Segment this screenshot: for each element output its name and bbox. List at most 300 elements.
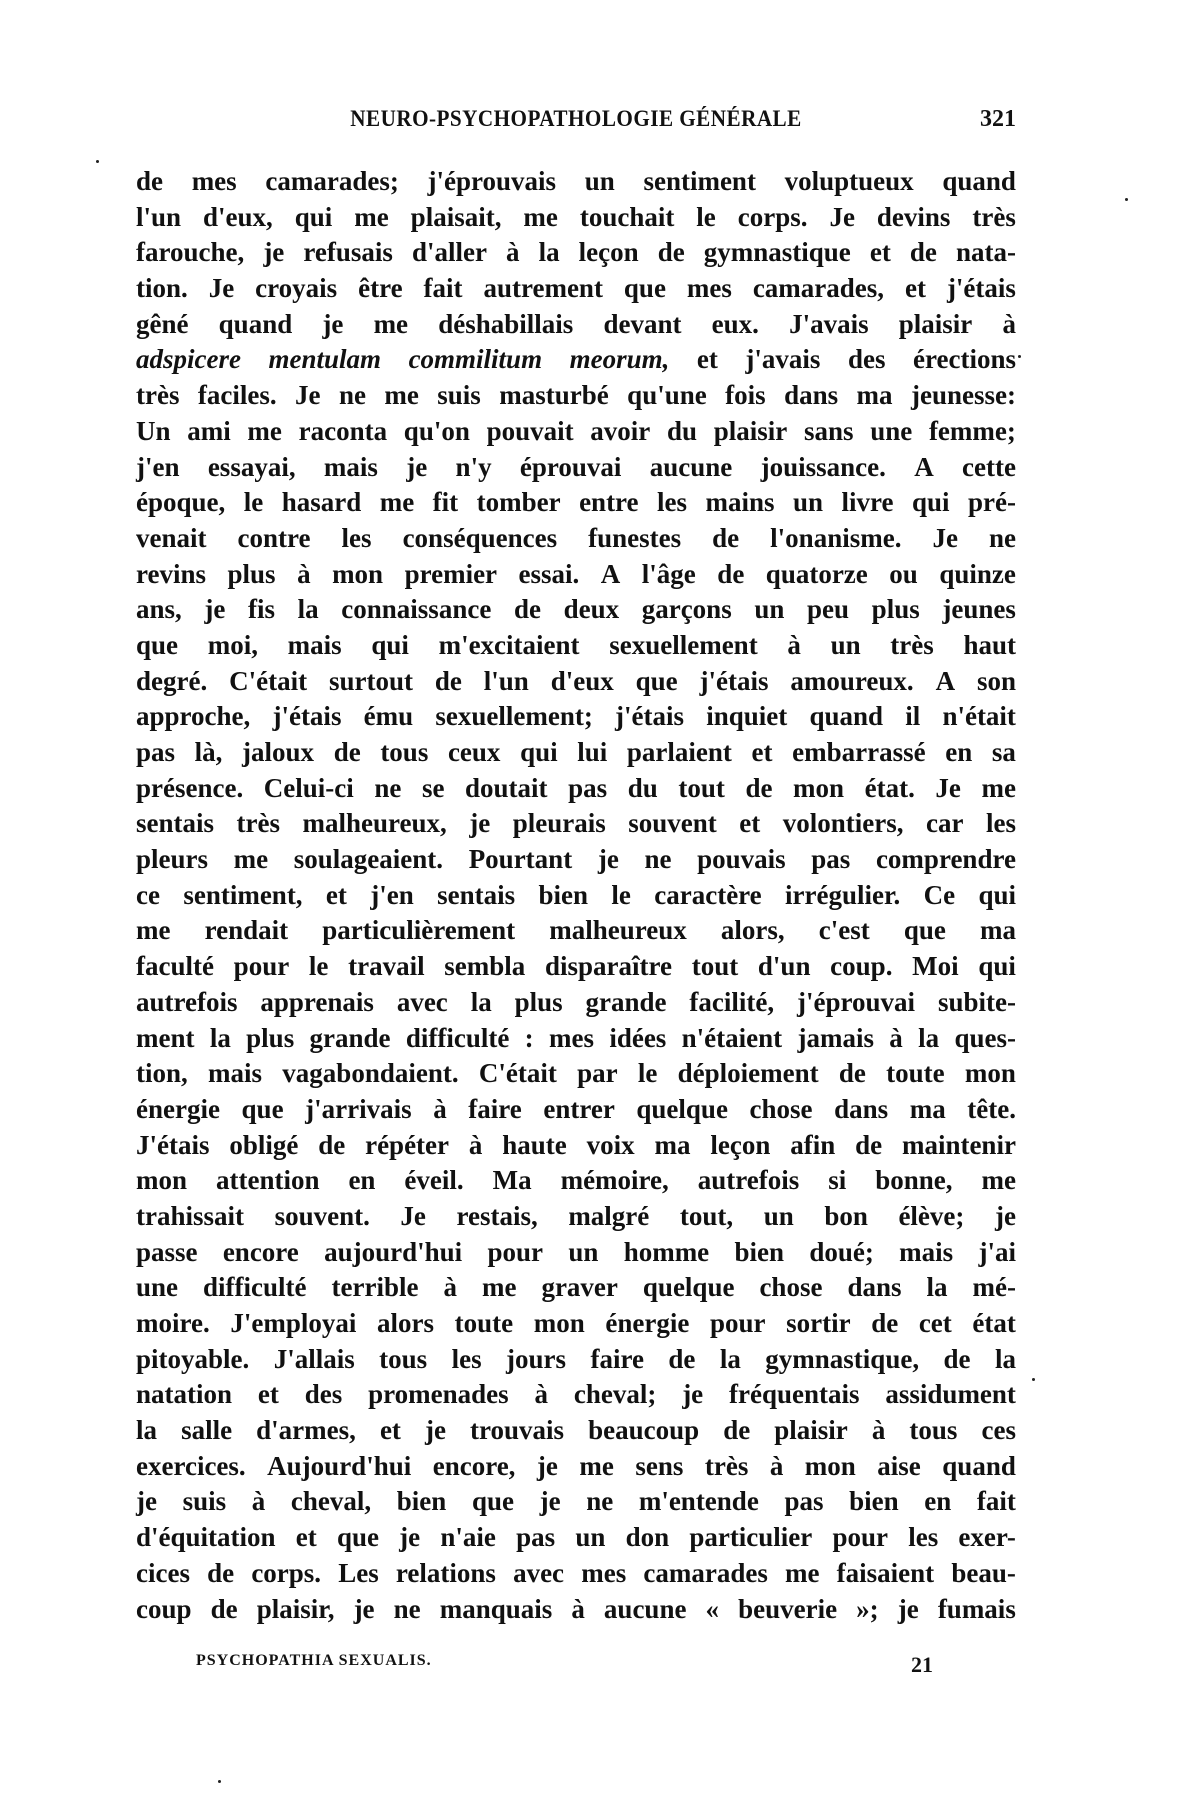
text-line [136, 271, 1016, 307]
word: Les [338, 1557, 379, 1588]
word: pas [136, 737, 176, 767]
word: état. [864, 772, 915, 803]
text-line [136, 1306, 1016, 1342]
word: faire [468, 1093, 522, 1124]
word: restais, [456, 1200, 538, 1231]
scan-speck [218, 1780, 221, 1783]
word: garçons [641, 594, 732, 625]
word: livre [841, 487, 894, 518]
running-head [136, 106, 1016, 142]
page-number: 321 [980, 106, 1016, 132]
word: devant [603, 308, 682, 339]
word: grande [585, 986, 667, 1017]
word: mon [533, 1308, 585, 1338]
word: qui [294, 201, 333, 232]
text-line [136, 878, 1016, 914]
word: malheureux [549, 915, 687, 946]
word: aujourd'hui [324, 1236, 463, 1267]
word: c'est [818, 915, 870, 946]
word: très [890, 629, 934, 660]
word: à [534, 1379, 548, 1410]
word: ne [374, 772, 402, 803]
word: voix [586, 1129, 635, 1160]
word: pour [832, 1522, 889, 1553]
word: m'entende [638, 1486, 759, 1517]
word: ma [654, 1129, 691, 1160]
word: « [705, 1593, 720, 1624]
word: devins [876, 201, 951, 232]
word: des [847, 344, 886, 375]
word: malgré [568, 1200, 650, 1231]
word: camarades [643, 1557, 768, 1588]
word: autrefois [136, 986, 238, 1017]
text-line [136, 1021, 1016, 1057]
word: plaisir, [256, 1593, 335, 1624]
word: fois [725, 380, 766, 411]
word: mais [899, 1236, 954, 1267]
word: énergie [605, 1308, 690, 1338]
word: et [905, 273, 926, 304]
word: relations [395, 1557, 496, 1588]
word: corps. [251, 1557, 322, 1588]
word: raconta [298, 415, 388, 446]
word: dans [834, 1093, 889, 1124]
word: ému [363, 701, 414, 732]
word: pour [233, 951, 290, 982]
word: l'un [483, 665, 529, 696]
word: me [384, 380, 419, 411]
word: grande [309, 1022, 391, 1053]
word: ne [338, 380, 366, 411]
word: sentais [437, 879, 516, 910]
word: surtout [328, 665, 413, 696]
text-line [136, 771, 1016, 807]
word: funestes [588, 522, 682, 553]
word: j'en [136, 451, 180, 482]
word: alors, [720, 915, 785, 946]
word: Celui-ci [263, 772, 354, 803]
word: je [424, 1415, 446, 1446]
text-line [136, 664, 1016, 700]
word: facilité, [689, 986, 775, 1017]
word: jeunesse: [910, 380, 1016, 411]
word: le [611, 879, 631, 910]
word: ami [187, 415, 231, 446]
word: disparaître [545, 951, 672, 982]
word: tête. [967, 1093, 1016, 1124]
word: il [905, 701, 921, 732]
word: dans [847, 1272, 902, 1303]
word: pour [487, 1236, 544, 1267]
word: sa [991, 737, 1016, 767]
word: plus [246, 1022, 295, 1053]
word: manquais [439, 1593, 553, 1624]
word: jours [506, 1343, 567, 1374]
word: que [635, 665, 678, 696]
word: degré. [136, 665, 208, 696]
word: la [136, 1415, 158, 1446]
word: connaissance [341, 594, 492, 625]
word: à [506, 237, 520, 268]
word: toute [454, 1308, 514, 1338]
word: afin [790, 1129, 836, 1160]
text-line [136, 235, 1016, 271]
word: contre [237, 522, 311, 553]
word: ne [586, 1486, 614, 1517]
text-line [136, 307, 1016, 343]
word: caractère [654, 879, 762, 910]
word: sentiment, [183, 879, 303, 910]
word: j'avais [745, 344, 821, 375]
word: approche, [136, 701, 251, 732]
word: amoureux. [790, 665, 914, 696]
word: particulièrement [322, 915, 516, 946]
word: salle [181, 1415, 233, 1446]
word: je [994, 1200, 1016, 1231]
word: conséquences [402, 522, 558, 553]
word: de [333, 737, 361, 767]
word: soulageaient. [293, 844, 444, 875]
word: la [470, 986, 492, 1017]
word: pas [568, 772, 608, 803]
word: n'aie [440, 1522, 496, 1553]
text-line [136, 1092, 1016, 1128]
word: je [353, 1593, 375, 1624]
word: tout [691, 951, 739, 982]
word: Un [136, 415, 171, 446]
word: d'eux [550, 665, 614, 696]
word: j'éprouvai [797, 986, 916, 1017]
word: qu'une [627, 380, 707, 411]
word: revins [136, 558, 207, 589]
word: Ma [492, 1165, 532, 1196]
word: mon [793, 772, 845, 803]
word: à [468, 1129, 483, 1160]
italic-word: commilitum [408, 344, 543, 375]
scan-speck [96, 160, 99, 163]
word: passe [136, 1236, 198, 1267]
word: être [358, 273, 403, 304]
word: mains [705, 487, 775, 518]
text-line [136, 1128, 1016, 1164]
word: un [575, 1522, 606, 1553]
word: trahissait [136, 1200, 244, 1231]
word: les [985, 808, 1016, 839]
word: ques- [954, 1022, 1016, 1053]
word: gêné [136, 308, 189, 339]
word: cette [962, 451, 1016, 482]
word: de [838, 1058, 866, 1089]
word: Je [400, 1200, 426, 1231]
text-line [136, 200, 1016, 236]
word: se [421, 772, 445, 803]
word: mon [964, 1058, 1016, 1089]
word: quelque [636, 1093, 728, 1124]
word: masturbé [499, 380, 609, 411]
word: faculté [136, 951, 214, 982]
word: je [682, 1379, 704, 1410]
text-line [136, 450, 1016, 486]
word: je [399, 1522, 421, 1553]
word: leçon [710, 1129, 771, 1160]
word: mes [191, 166, 237, 196]
word: je [204, 594, 226, 625]
word: dans [784, 380, 839, 411]
word: en [945, 737, 973, 767]
word: J'allais [273, 1343, 355, 1374]
running-head-title: NEURO-PSYCHOPATHOLOGIE GÉNÉRALE [350, 106, 802, 131]
word: de [210, 1593, 238, 1624]
word: cet [918, 1308, 952, 1338]
word: ceux [447, 737, 501, 767]
word: d'aller [411, 237, 487, 268]
word: érections [913, 344, 1016, 375]
word: la [994, 1343, 1016, 1374]
word: particulier [689, 1522, 813, 1553]
word: travail [348, 951, 425, 982]
word: j'ai [978, 1236, 1016, 1267]
word: me [136, 915, 171, 946]
word: doué; [809, 1236, 874, 1267]
word: C'était [478, 1058, 557, 1089]
word: plaisir [713, 415, 788, 446]
word: attention [215, 1165, 320, 1196]
word: Je [829, 201, 855, 232]
word: que [241, 1093, 284, 1124]
text-line [136, 1199, 1016, 1235]
word: fait [423, 273, 463, 304]
word: mon [136, 1165, 188, 1196]
scan-speck [1032, 1378, 1035, 1381]
word: bien [849, 1486, 899, 1517]
word: sembla [444, 951, 526, 982]
word: chose [759, 1272, 823, 1303]
word: à [889, 1022, 903, 1053]
word: mes [686, 273, 732, 304]
word: tomber [476, 487, 561, 518]
word: obligé [229, 1129, 299, 1160]
text-line [136, 378, 1016, 414]
word: venait [136, 522, 207, 553]
word: les [341, 522, 372, 553]
word: de [434, 665, 462, 696]
word: de [513, 594, 541, 625]
word: j'en [370, 879, 414, 910]
word: à [871, 1415, 886, 1446]
word: faciles. [197, 380, 277, 411]
word: J'employai [230, 1308, 357, 1338]
word: le [637, 1058, 658, 1089]
word: mé- [972, 1272, 1016, 1303]
word: A [935, 665, 956, 696]
word: et [696, 344, 718, 375]
word: bien [538, 879, 589, 910]
word: beau- [951, 1557, 1016, 1588]
word: qui [978, 951, 1016, 982]
word: qui [371, 629, 409, 660]
word: encore, [432, 1450, 516, 1481]
word: de [717, 558, 745, 589]
word: sentiment [643, 166, 756, 196]
word: difficulté [203, 1272, 307, 1303]
word: l'un [136, 201, 182, 232]
word: Je [935, 772, 961, 803]
word: fumais [937, 1593, 1016, 1624]
word: ans, [136, 594, 182, 625]
word: un [754, 594, 785, 625]
word: femme; [928, 415, 1016, 446]
word: à [1002, 308, 1016, 339]
word: haute [502, 1129, 567, 1160]
word: aise [877, 1450, 921, 1481]
word: d'armes, [256, 1415, 356, 1446]
word: jamais [797, 1022, 874, 1053]
word: que [903, 915, 946, 946]
word: bien [396, 1486, 447, 1517]
word: encore [222, 1236, 299, 1267]
word: Ce [923, 879, 956, 910]
word: Pourtant [468, 844, 573, 875]
italic-word: adspicere [136, 344, 241, 375]
word: mes [549, 1022, 594, 1053]
word: quand [942, 1450, 1016, 1481]
word: hasard [281, 487, 362, 518]
text-line [136, 1413, 1016, 1449]
word: que [623, 273, 666, 304]
word: pleurais [512, 808, 606, 839]
word: que [136, 629, 179, 660]
word: inquiet [706, 701, 788, 732]
word: déshabillais [438, 308, 574, 339]
word: quand [809, 701, 884, 732]
word: mon [804, 1450, 856, 1481]
text-line [136, 1163, 1016, 1199]
word: mais [323, 451, 378, 482]
word: Je [295, 380, 321, 411]
word: lui [577, 737, 608, 767]
word: bien [734, 1236, 785, 1267]
word: tion. [136, 273, 188, 304]
word: et [739, 808, 761, 839]
word: Aujourd'hui [267, 1450, 412, 1481]
word: moi, [207, 629, 258, 660]
word: ne [644, 844, 672, 875]
word: pré- [967, 487, 1016, 518]
word: alors [376, 1308, 434, 1338]
word: J'avais [789, 308, 869, 339]
word: les [908, 1522, 939, 1553]
word: mais [208, 1058, 263, 1089]
word: à [787, 629, 801, 660]
word: à [443, 1272, 457, 1303]
word: très [136, 380, 180, 411]
word: coup. [830, 951, 893, 982]
word: beaucoup [588, 1415, 700, 1446]
scan-speck [1125, 198, 1128, 201]
word: le [243, 487, 264, 518]
word: jeunes [942, 594, 1016, 625]
word: son [976, 665, 1016, 696]
word: du [627, 772, 658, 803]
word: quatorze [765, 558, 868, 589]
word: je [263, 237, 285, 268]
word: de [207, 1557, 235, 1588]
word: farouche, [136, 237, 245, 268]
word: d'un [757, 951, 811, 982]
word: d'équitation [136, 1522, 276, 1553]
word: fait [976, 1486, 1016, 1517]
word: exer- [958, 1522, 1016, 1553]
word: souvent [628, 808, 717, 839]
word: que [471, 1486, 514, 1517]
word: élève; [898, 1200, 965, 1231]
word: sexuellement [609, 629, 758, 660]
word: touchait [579, 201, 675, 232]
text-line [136, 699, 1016, 735]
word: natation [136, 1379, 233, 1410]
word: la [719, 1343, 741, 1374]
word: volontiers, [782, 808, 904, 839]
word: embarrassé [792, 737, 926, 767]
word: plus [227, 558, 276, 589]
word: promenades [368, 1379, 509, 1410]
word: et [295, 1522, 317, 1553]
word: quand [218, 308, 293, 339]
word: don [625, 1522, 670, 1553]
word: J'étais [136, 1129, 210, 1160]
word: à [769, 1450, 784, 1481]
text-line [136, 985, 1016, 1021]
word: entrer [543, 1093, 615, 1124]
word: j'étais [699, 665, 769, 696]
word: peu [807, 594, 850, 625]
word: trouvais [470, 1415, 565, 1446]
word: mes [581, 1557, 627, 1588]
word: rendait [204, 915, 289, 946]
text-line [136, 1056, 1016, 1092]
word: comprendre [875, 844, 1016, 875]
word: essayai, [207, 451, 296, 482]
text-line [136, 164, 1016, 200]
word: qui [978, 879, 1016, 910]
page-footer [136, 1652, 1016, 1682]
word: eux. [711, 308, 759, 339]
word: de [657, 237, 685, 268]
word: sentais [136, 808, 215, 839]
word: un [792, 487, 824, 518]
word: »; [856, 1593, 879, 1624]
text-line [136, 1449, 1016, 1485]
word: car [926, 808, 964, 839]
word: énergie [136, 1093, 220, 1124]
word: Je [932, 522, 958, 553]
word: subite- [937, 986, 1016, 1017]
word: quelque [642, 1272, 735, 1303]
word: pas [784, 1486, 824, 1517]
word: nata- [955, 237, 1016, 268]
text-line [136, 1592, 1016, 1628]
text-line [136, 842, 1016, 878]
word: un [584, 166, 615, 196]
word: plaisir [774, 1415, 848, 1446]
word: de [745, 772, 773, 803]
word: à [297, 558, 311, 589]
word: me [481, 1272, 517, 1303]
word: n'y [455, 451, 492, 482]
word: que [336, 1522, 379, 1553]
word: homme [623, 1236, 710, 1267]
word: plaisait, [410, 201, 502, 232]
